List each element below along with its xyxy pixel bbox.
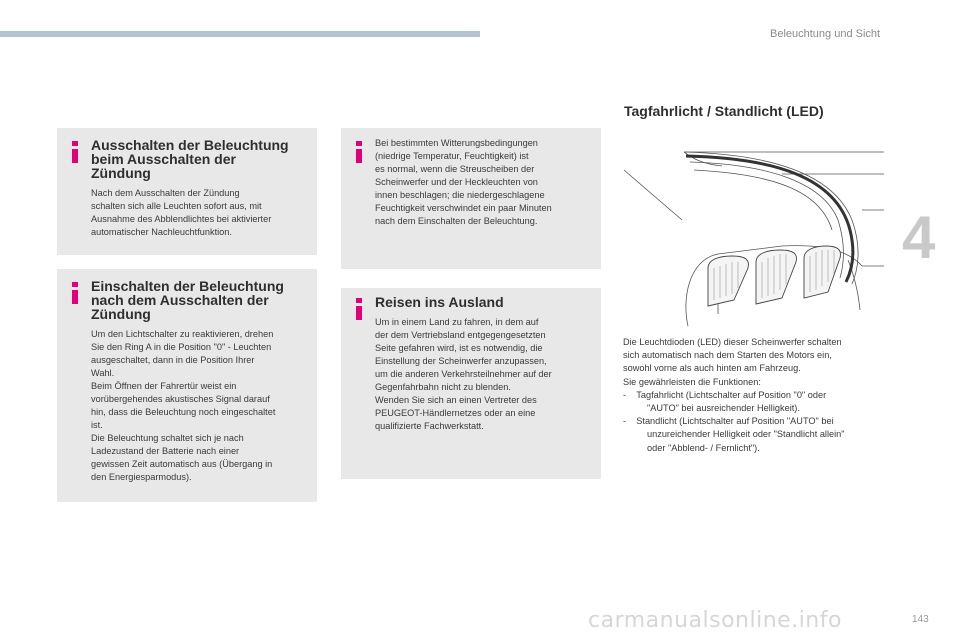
box-title: Ausschalten der Beleuchtung beim Ausschalten der Zündung [91,137,289,181]
box-title: Reisen ins Ausland [375,294,504,310]
box-text: Um den Lichtschalter zu reaktivieren, drehen Sie den Ring A in die Position "0" - Leuchten ausgeschaltet, dann in die Position Ihrer Wahl. Beim Öffnen der Fahrertür weist ein vorübergehendes akustisches Signal darauf hin, dass die Beleuchtung noch eingeschaltet ist. Die Beleuchtung schaltet sich je nach Ladezustand der Batterie nach einer gewissen Zeit automatisch aus (Übergang in den Energiesparmodus). [91,329,276,482]
section-title: Tagfahrlicht / Standlicht (LED) [624,103,824,119]
watermark: carmanualsonline.info [588,608,842,633]
list-item: - Standlicht (Lichtschalter auf Position "AUTO" bei unzureichender Helligkeit oder "Standlicht allein" oder "Abblend- / Fernlicht"). [623,416,845,453]
section-header: Beleuchtung und Sicht [770,28,881,40]
info-box-einschalten [57,269,317,502]
list-item: - Tagfahrlicht (Lichtschalter auf Position "0" oder "AUTO" bei ausreichender Helligkeit). [623,389,827,414]
info-box-witterung [341,128,601,269]
headlight-illustration [622,150,886,330]
box-text: Um in einem Land zu fahren, in dem auf der dem Vertriebsland entgegengesetzten Seite gefahren wird, ist es notwendig, die Einstellung der Scheinwerfer anzupassen, um die anderen Verkehrsteilnehmer auf der Gegenfahrbahn nicht zu blenden. Wenden Sie sich an einen Vertreter des PEUGEOT-Händlernetzes oder an eine qualifizierte Fachwerkstatt. [375,317,552,431]
box-title: Einschalten der Beleuchtung nach dem Ausschalten der Zündung [91,278,284,322]
page-number: 143 [912,614,929,625]
info-box-ausschalten [57,128,317,255]
box-text: Nach dem Ausschalten der Zündung schalten sich alle Leuchten sofort aus, mit Ausnahme des Abblendlichtes bei aktivierter automatischer Nachleuchtfunktion. [91,188,272,237]
section-text: Die Leuchtdioden (LED) dieser Scheinwerfer schalten sich automatisch nach dem Starten des Motors ein, sowohl vorne als auch hinten am Fahrzeug. Sie gewährleisten die Funktionen: - Tagfahrlicht (Lichtschalter auf Position "0" oder "AUTO" bei ausreichender Helligkeit). - Standlicht (Lichtschalter auf Position "AUTO" bei unzureichender Helligkeit oder "Standlicht allein" oder "Abblend- / Fernlicht"). [623,336,891,455]
info-box-ausland [341,288,601,479]
box-text: Bei bestimmten Witterungsbedingungen (niedrige Temperatur, Feuchtigkeit) ist es normal, wenn die Streuscheiben der Scheinwerfer und der Heckleuchten von innen beschlagen; die niedergeschlagene Feuchtigkeit verschwindet ein paar Minuten nach dem Einschalten der Beleuchtung. [375,138,552,226]
header-bar [0,31,480,37]
chapter-number: 4 [902,204,936,271]
